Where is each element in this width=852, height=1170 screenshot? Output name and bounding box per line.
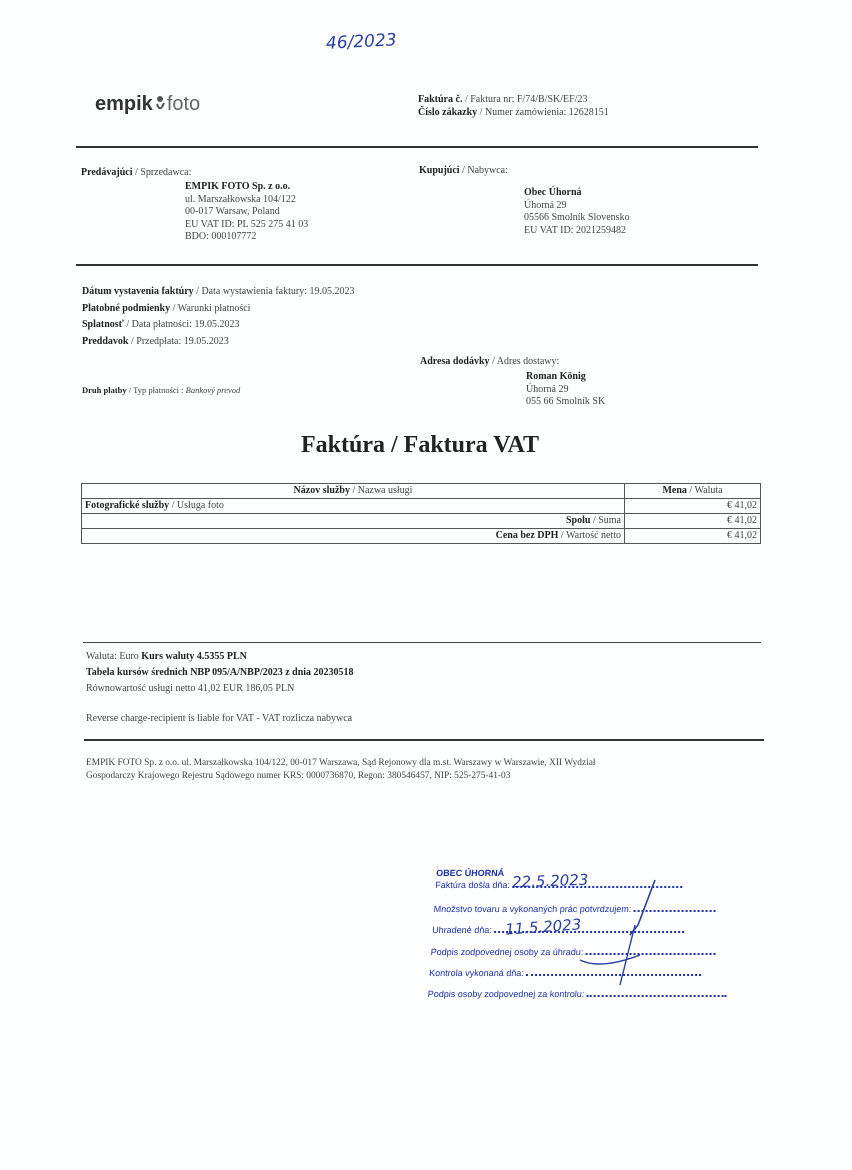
payment-terms-line: Platobné podmienky / Warunki płatności — [82, 302, 251, 314]
divider-currency — [83, 642, 761, 643]
issue-date-line: Dátum vystavenia faktúry / Data wystawienia faktury: 19.05.2023 — [82, 286, 355, 297]
table-row — [82, 514, 761, 529]
stamp-row-payment-signature: Podpis zodpovednej osoby za úhradu: — [430, 947, 731, 957]
buyer-label: Kupujúci / Nabywca: — [419, 165, 508, 176]
footer-line: Gospodarczy Krajowego Rejestru Sądowego numer KRS: 0000736870, Regon: 380546457, NIP: 525-275-41-03 — [86, 771, 511, 781]
dates-block — [82, 284, 354, 350]
empik-foto-logo — [95, 93, 200, 116]
company-footer — [86, 757, 766, 783]
seller-label: Predávajúci / Sprzedawca: — [81, 167, 192, 178]
footer-line: EMPIK FOTO Sp. z o.o. ul. Marszałkowska 104/122, 00-017 Warszawa, Sąd Rejonowy dla m.st. Warszawy w Warszawie, XII Wydział — [86, 758, 596, 768]
table-row — [82, 529, 761, 544]
delivery-address-line: 055 66 Smolník SK — [526, 396, 606, 407]
equivalent-value-line: Równowartość usługi netto 41,02 EUR 186,05 PLN — [86, 683, 295, 694]
seller-address-line: ul. Marszałkowska 104/122 — [185, 193, 296, 205]
due-date-line: Splatnosť / Data płatności: 19.05.2023 — [82, 319, 240, 330]
invoice-number-line: Faktúra č. / Faktura nr: F/74/B/SK/EF/23 — [418, 94, 588, 105]
divider-parties — [76, 264, 758, 266]
currency-rate-line: Waluta: Euro Kurs waluty 4.5355 PLN — [86, 651, 247, 662]
table-row — [82, 499, 761, 514]
payment-type: Druh platby / Typ płatności : Bankový prevod — [82, 385, 241, 395]
stamp-title: OBEC ÚHORNÁ — [435, 868, 505, 878]
currency-info — [86, 649, 354, 727]
delivery-label: Adresa dodávky / Adres dostawy: — [420, 356, 560, 367]
seller-vat-id: EU VAT ID: PL 525 275 41 03 — [185, 218, 309, 230]
item-name: Fotografické služby / Usługa foto — [82, 499, 625, 514]
delivery-block — [526, 371, 605, 409]
buyer-name: Obec Úhorná — [524, 187, 582, 198]
buyer-vat-id: EU VAT ID: 2021259482 — [524, 224, 626, 236]
stamp-row-inspection: Kontrola vykonaná dňa: — [429, 968, 730, 978]
delivery-name: Roman König — [526, 371, 586, 382]
divider-footer — [84, 739, 764, 741]
header-currency: Mena / Waluta — [625, 484, 761, 499]
order-number-line: Číslo zákazky / Numer zamówienia: 12628151 — [418, 107, 609, 118]
buyer-address-line: 05566 Smolník Slovensko — [524, 212, 630, 223]
buyer-address-line: Úhorná 29 — [524, 199, 567, 211]
logo-brand-bold: empik — [95, 93, 153, 115]
handwritten-document-number: 46/2023 — [325, 30, 398, 54]
handwritten-paid-date: 11.5.2023 — [504, 915, 582, 939]
seller-address-line: 00-017 Warsaw, Poland — [185, 206, 280, 217]
header-service: Názov služby / Nazwa usługi — [82, 484, 625, 499]
total-value: € 41,02 — [625, 514, 761, 529]
invoice-items-table — [81, 483, 761, 544]
signature-icon — [560, 875, 680, 995]
invoice-header — [418, 93, 609, 119]
buyer-block — [524, 187, 630, 237]
net-value: € 41,02 — [625, 529, 761, 544]
total-label: Spolu / Suma — [82, 514, 625, 529]
net-label: Cena bez DPH / Wartość netto — [82, 529, 625, 544]
prepayment-line: Preddavok / Przedpłata: 19.05.2023 — [82, 335, 229, 347]
stamp-row-confirmed: Množstvo tovaru a vykonaných prác potvrdzujem: — [433, 904, 734, 914]
seller-block — [185, 181, 308, 244]
seller-bdo: BDO: 000107772 — [185, 231, 257, 242]
handwritten-received-date: 22.5.2023 — [511, 870, 589, 892]
stamp-row-inspection-signature: Podpis osoby zodpovednej za kontrolu: — [427, 989, 728, 999]
exchange-table-line: Tabela kursów średnich NBP 095/A/NBP/2023 z dnia 20230518 — [86, 667, 354, 678]
seller-name: EMPIK FOTO Sp. z o.o. — [185, 181, 291, 192]
reverse-charge-line: Reverse charge-recipient is liable for VAT - VAT rozlicza nabywca — [86, 713, 353, 724]
item-value: € 41,02 — [625, 499, 761, 514]
stamp-row-paid: Uhradené dňa: — [432, 925, 733, 935]
stamp-row-received: Faktúra došla dňa: — [435, 880, 736, 890]
divider-top — [76, 146, 758, 148]
logo-brand-light: foto — [166, 93, 201, 115]
logo-mark-icon — [154, 95, 166, 113]
table-header-row — [82, 484, 761, 499]
page-title: Faktúra / Faktura VAT — [300, 432, 540, 458]
delivery-address-line: Úhorná 29 — [526, 383, 569, 395]
